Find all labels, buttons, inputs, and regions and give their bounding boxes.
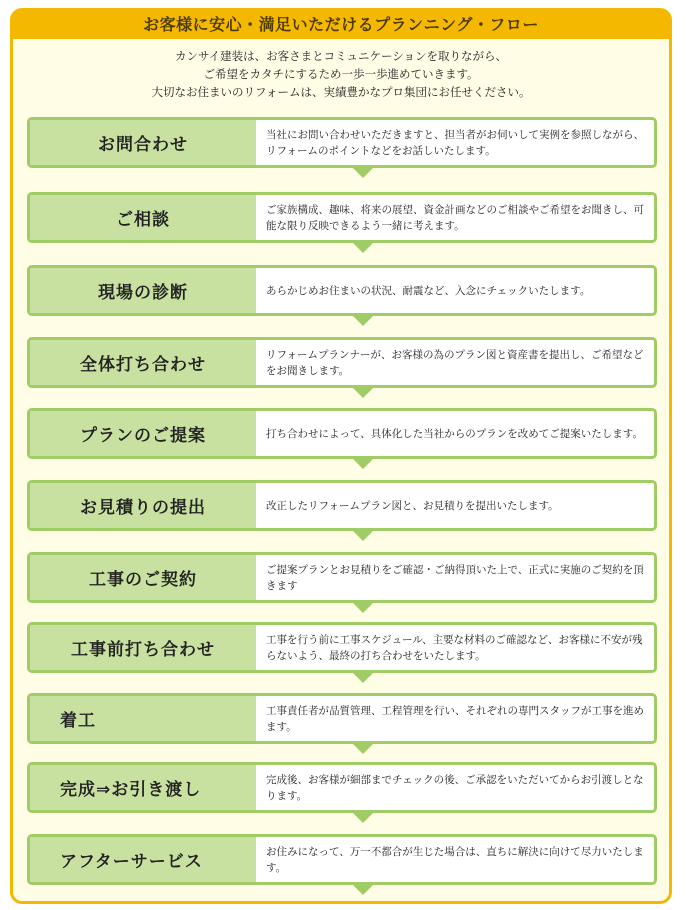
- step-description: 改正したリフォームプラン図と、お見積りを提出いたします。: [266, 499, 559, 512]
- step-general-meeting: [27, 337, 657, 388]
- step-plan-proposal: [27, 408, 657, 459]
- step-description: 工事責任者が品質管理、工程管理を行い、それぞれの専門スタッフが工事を進めます。: [266, 704, 644, 733]
- step-title: お問合わせ: [30, 120, 256, 165]
- step-title: 全体打ち合わせ: [30, 340, 256, 385]
- step-description: あらかじめお住まいの状況、耐震など、入念にチェックいたします。: [266, 284, 591, 297]
- down-arrow-icon: [353, 673, 373, 683]
- down-arrow-icon: [353, 885, 373, 895]
- planning-flow-panel: [10, 8, 672, 904]
- down-arrow-icon: [353, 459, 373, 469]
- step-completion-handover: [27, 762, 657, 813]
- step-title: 現場の診断: [30, 268, 256, 313]
- step-construction-start: [27, 693, 657, 744]
- step-description: お住みになって、万一不都合が生じた場合は、直ちに解決に向けて尽力いたします。: [266, 845, 644, 874]
- step-title: 着工: [30, 696, 256, 741]
- step-title: お見積りの提出: [30, 483, 256, 528]
- down-arrow-icon: [353, 388, 373, 398]
- step-title: ご相談: [30, 195, 256, 240]
- down-arrow-icon: [353, 243, 373, 253]
- step-contract: [27, 552, 657, 603]
- down-arrow-icon: [353, 744, 373, 754]
- step-estimate: [27, 480, 657, 531]
- step-after-service: [27, 834, 657, 885]
- down-arrow-icon: [353, 168, 373, 178]
- step-consultation: [27, 192, 657, 243]
- intro-line: 大切なお住まいのリフォームは、実績豊かなプロ集団にお任せください。: [151, 85, 531, 99]
- step-title: 工事前打ち合わせ: [30, 625, 256, 670]
- intro-text: [13, 47, 669, 101]
- step-description: 打ち合わせによって、具体化した当社からのプランを改めてご提案いたします。: [266, 427, 643, 440]
- step-description: ご提案プランとお見積りをご確認・ご納得頂いた上で、正式に実施のご契約を頂きます: [266, 563, 644, 592]
- step-site-inspection: [27, 265, 657, 316]
- down-arrow-icon: [353, 531, 373, 541]
- step-description: リフォームプランナーが、お客様の為のプラン図と資産書を提出し、ご希望などをお聞きします。: [266, 348, 644, 377]
- step-title: 工事のご契約: [30, 555, 256, 600]
- step-inquiry: [27, 117, 657, 168]
- step-pre-construction-meeting: [27, 622, 657, 673]
- step-description: 完成後、お客様が細部までチェックの後、ご承認をいただいてからお引渡しとなります。: [266, 773, 644, 802]
- down-arrow-icon: [353, 316, 373, 326]
- step-title: アフターサービス: [30, 837, 256, 882]
- step-description: 工事を行う前に工事スケジュール、主要な材料のご確認など、お客様に不安が残らないよう、最終の打ち合わせをいたします。: [266, 633, 643, 662]
- down-arrow-icon: [353, 603, 373, 613]
- step-description: ご家族構成、趣味、将来の展望、資金計画などのご相談やご希望をお聞きし、可能な限り反映できるよう一緒に考えます。: [266, 203, 644, 232]
- down-arrow-icon: [353, 813, 373, 823]
- intro-line: ご希望をカタチにするため一歩一歩進めていきます。: [203, 67, 479, 81]
- step-title: プランのご提案: [30, 411, 256, 456]
- intro-line: カンサイ建装は、お客さまとコミュニケーションを取りながら、: [174, 49, 507, 63]
- step-title: 完成⇒お引き渡し: [30, 765, 256, 810]
- panel-title: お客様に安心・満足いただけるプランニング・フロー: [13, 11, 669, 39]
- step-description: 当社にお問い合わせいただきますと、担当者がお伺いして実例を参照しながら、リフォームのポイントなどをお話しいたします。: [266, 128, 644, 157]
